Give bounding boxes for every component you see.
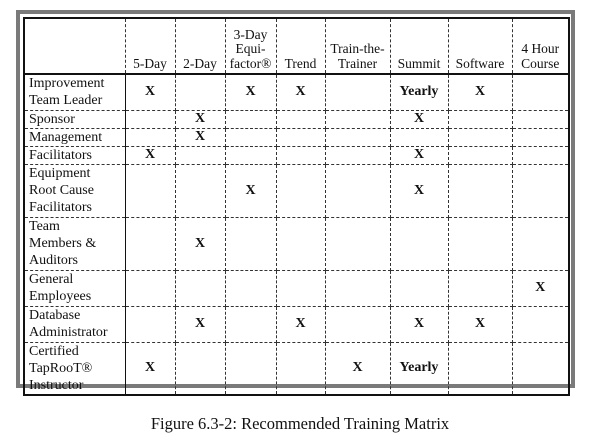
matrix-cell: X	[390, 146, 448, 164]
matrix-cell	[125, 128, 175, 146]
matrix-cell	[325, 217, 390, 270]
column-header-5-day: 5-Day	[125, 18, 175, 74]
column-header-4-hour-course: 4 Hour Course	[512, 18, 569, 74]
matrix-cell	[125, 110, 175, 128]
column-header-2-day: 2-Day	[175, 18, 225, 74]
matrix-cell	[125, 217, 175, 270]
column-header-train-the-trainer: Train-the- Trainer	[325, 18, 390, 74]
matrix-cell	[390, 217, 448, 270]
matrix-cell: X	[125, 74, 175, 110]
matrix-cell: Yearly	[390, 342, 448, 395]
matrix-cell	[448, 342, 512, 395]
matrix-cell	[276, 164, 325, 217]
table-row	[24, 217, 569, 270]
row-label: Team Members & Auditors	[24, 217, 125, 270]
column-header-summit: Summit	[390, 18, 448, 74]
column-header-trend: Trend	[276, 18, 325, 74]
matrix-cell	[276, 342, 325, 395]
matrix-cell	[325, 110, 390, 128]
matrix-cell	[276, 110, 325, 128]
matrix-cell	[225, 146, 276, 164]
row-label: Improvement Team Leader	[24, 74, 125, 110]
matrix-cell	[448, 217, 512, 270]
training-matrix-table	[23, 17, 570, 396]
row-label: Database Administrator	[24, 306, 125, 342]
matrix-cell	[276, 270, 325, 306]
matrix-cell	[512, 146, 569, 164]
matrix-cell	[512, 306, 569, 342]
matrix-cell	[325, 74, 390, 110]
matrix-cell	[512, 110, 569, 128]
column-header-3-day-equifactor: 3-Day Equi- factor®	[225, 18, 276, 74]
matrix-cell: X	[125, 146, 175, 164]
matrix-cell	[175, 270, 225, 306]
matrix-cell	[175, 342, 225, 395]
matrix-cell	[325, 128, 390, 146]
matrix-cell: X	[175, 128, 225, 146]
matrix-cell	[448, 270, 512, 306]
row-label: Sponsor	[24, 110, 125, 128]
row-label: Management	[24, 128, 125, 146]
column-header-software: Software	[448, 18, 512, 74]
row-label: Facilitators	[24, 146, 125, 164]
table-row	[24, 74, 569, 110]
row-label: Equipment Root Cause Facilitators	[24, 164, 125, 217]
matrix-cell	[225, 110, 276, 128]
matrix-cell	[448, 128, 512, 146]
matrix-cell: X	[448, 306, 512, 342]
header-corner-cell	[24, 18, 125, 74]
training-matrix-frame	[16, 10, 575, 393]
matrix-cell	[448, 110, 512, 128]
matrix-cell	[225, 342, 276, 395]
matrix-cell	[512, 164, 569, 217]
matrix-cell	[276, 146, 325, 164]
row-label: General Employees	[24, 270, 125, 306]
matrix-cell	[512, 74, 569, 110]
matrix-cell: X	[448, 74, 512, 110]
matrix-cell	[448, 146, 512, 164]
table-row	[24, 146, 569, 164]
matrix-cell	[175, 146, 225, 164]
matrix-cell: X	[175, 306, 225, 342]
matrix-cell	[390, 128, 448, 146]
matrix-cell	[125, 270, 175, 306]
header-row	[24, 18, 569, 74]
matrix-cell	[225, 306, 276, 342]
row-label: Certified TapRooT® Instructor	[24, 342, 125, 395]
matrix-cell	[225, 217, 276, 270]
table-row	[24, 164, 569, 217]
matrix-cell: Yearly	[390, 74, 448, 110]
matrix-cell: X	[175, 217, 225, 270]
table-row	[24, 128, 569, 146]
matrix-cell: X	[512, 270, 569, 306]
matrix-cell: X	[276, 306, 325, 342]
matrix-cell	[390, 270, 448, 306]
matrix-cell	[325, 270, 390, 306]
matrix-cell	[512, 217, 569, 270]
table-row	[24, 342, 569, 395]
matrix-cell: X	[276, 74, 325, 110]
matrix-cell: X	[390, 164, 448, 217]
matrix-cell	[512, 128, 569, 146]
matrix-cell: X	[225, 74, 276, 110]
matrix-cell: X	[390, 110, 448, 128]
matrix-cell: X	[125, 342, 175, 395]
matrix-body	[24, 74, 569, 395]
matrix-cell	[225, 270, 276, 306]
matrix-cell	[125, 306, 175, 342]
matrix-cell	[325, 146, 390, 164]
figure-caption: Figure 6.3-2: Recommended Training Matrix	[150, 414, 450, 433]
matrix-cell: X	[325, 342, 390, 395]
matrix-cell	[175, 164, 225, 217]
matrix-cell	[325, 164, 390, 217]
matrix-cell	[276, 128, 325, 146]
matrix-cell	[448, 164, 512, 217]
matrix-cell	[512, 342, 569, 395]
matrix-cell	[225, 128, 276, 146]
matrix-cell: X	[390, 306, 448, 342]
table-row	[24, 270, 569, 306]
matrix-cell	[175, 74, 225, 110]
matrix-cell: X	[175, 110, 225, 128]
matrix-cell	[276, 217, 325, 270]
matrix-cell: X	[225, 164, 276, 217]
matrix-cell	[125, 164, 175, 217]
table-row	[24, 110, 569, 128]
table-row	[24, 306, 569, 342]
matrix-cell	[325, 306, 390, 342]
